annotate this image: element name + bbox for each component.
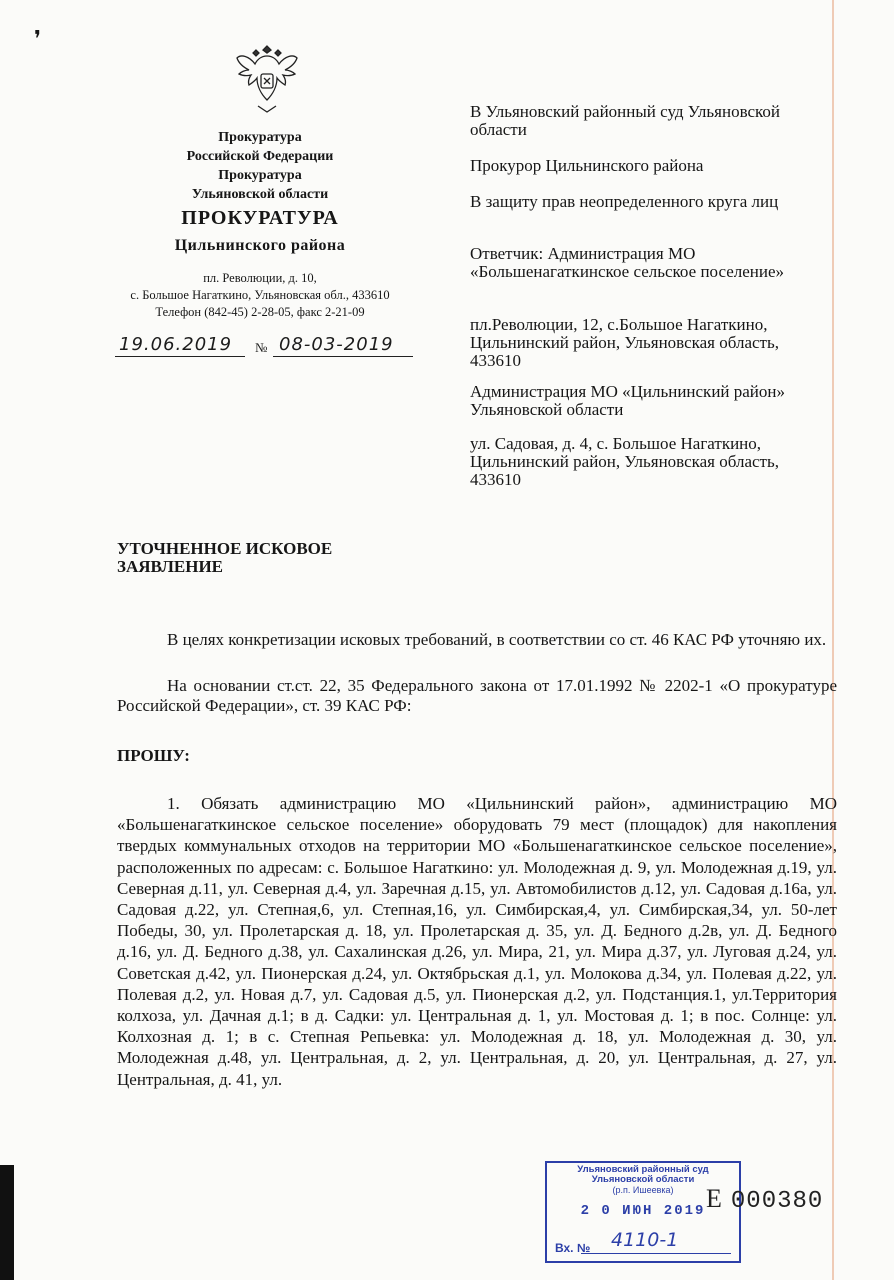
org-phone: Телефон (842-45) 2-28-05, факс 2-21-09 [155,305,365,319]
org-name-line: Российской Федерации [186,149,334,164]
org-name-line: Прокуратура [218,168,302,183]
serial-digits: 000380 [730,1188,824,1215]
outgoing-number: 08-03-2019 [279,334,394,355]
stamp-location: (р.п. Ишеевка) [612,1185,674,1195]
defendant: Ответчик: Администрация МО «Большенагаткинское сельское поселение» [470,244,785,281]
paragraph-legal-basis: На основании ст.ст. 22, 35 Федерального закона от 17.01.1992 № 2202-1 «О прокуратуре Российской Федерации», ст. 39 КАС РФ: [117,676,837,715]
org-address-line: пл. Революции, д. 10, [203,271,317,285]
form-serial-number [706,1184,823,1215]
paragraph-clarification: В целях конкретизации исковых требований, в соответствии со ст. 46 КАС РФ уточняю их. [167,630,827,649]
document-title: УТОЧНЕННОЕ ИСКОВОЕ ЗАЯВЛЕНИЕ [117,539,333,576]
stamp-incoming-number: 4110-1 [611,1229,679,1251]
coat-of-arms-icon [234,40,300,116]
stamp-date: 2 0 ИЮН 2019 [580,1203,706,1219]
paragraph-demand: 1. Обязать администрацию МО «Цильнинский район», администрацию МО «Большенагаткинское сельское поселение» оборудовать 79 мест (площадок) для накопления твердых коммунальных отходов на территории МО «Большенагаткинское сельское поселение», расположенных по адресам: с. Большое Нагаткино: ул. Молодежная д. 9, ул. Молодежная д.19, ул. Северная д.11, ул. Северная д.4, ул. Заречная д.15, ул. Автомобилистов д.12, ул. Садовая д.16а, ул. Садовая д.22, ул. Степная,6, ул. Степная,16, ул. Симбирская,4, ул. Симбирская,34, ул. 50-лет Победы, 30, ул. Пролетарская д. 18, ул. Пролетарская д. 35, ул. Д. Бедного д.2в, ул. Д. Бедного д.16, ул. Д. Бедного д.38, ул. Сахалинская д.26, ул. Мира, 21, ул. Мира д.37, ул. Луговая д.24, ул. Советская д.42, ул. Пионерская д.24, ул. Октябрьская д.1, ул. Молокова д.34, ул. Полевая д.22, ул. Полевая д.2, ул. Новая д.7, ул. Садовая д.5, ул. Пионерская д.2, ул. Подстанция.1, ул.Территория колхоза, ул. Дачная д.1; в д. Садки: ул. Центральная д. 1, ул. Мостовая д. 1; в пос. Солнце: ул. Колхозная д. 1; в с. Степная Репьевка: ул. Молодежная д. 18, ул. Молодежная д. 30, ул. Молодежная д.48, ул. Центральная, д. 2, ул. Центральная, д. 20, ул. Центральная, д. 27, ул. Центральная, д. 41, ул. [117,794,837,1089]
org-name-line: Прокуратура [218,130,302,145]
stamp-region: Ульяновской области [591,1174,695,1185]
scan-mark: ❜ [34,26,42,51]
org-title: ПРОКУРАТУРА [181,207,339,229]
org-address-line: с. Большое Нагаткино, Ульяновская обл., 433610 [130,288,390,302]
plaintiff: Прокурор Цильнинского района [470,156,704,175]
outgoing-date-number [115,334,415,358]
defendant-address: пл.Революции, 12, с.Большое Нагаткино, Цильнинский район, Ульяновская область, 433610 [470,315,779,370]
court-addressee: В Ульяновский районный суд Ульяновской области [470,102,781,139]
stamp-incoming-label: Вх. № [555,1241,591,1255]
serial-letter: Е [706,1184,723,1213]
defendant-2-address: ул. Садовая, д. 4, с. Большое Нагаткино, Цильнинский район, Ульяновская область, 433610 [470,434,779,489]
scan-border-artifact [0,1165,14,1280]
interest-group: В защиту прав неопределенного круга лиц [470,192,779,211]
stamp-court-name: Ульяновский районный суд [577,1164,709,1175]
number-label: № [255,340,268,355]
org-district: Цильнинского района [174,237,346,254]
defendant-2: Администрация МО «Цильнинский район» Ульяновской области [470,382,786,419]
org-name-line: Ульяновской области [191,187,329,202]
outgoing-date: 19.06.2019 [119,334,233,355]
request-heading: ПРОШУ: [117,746,190,765]
